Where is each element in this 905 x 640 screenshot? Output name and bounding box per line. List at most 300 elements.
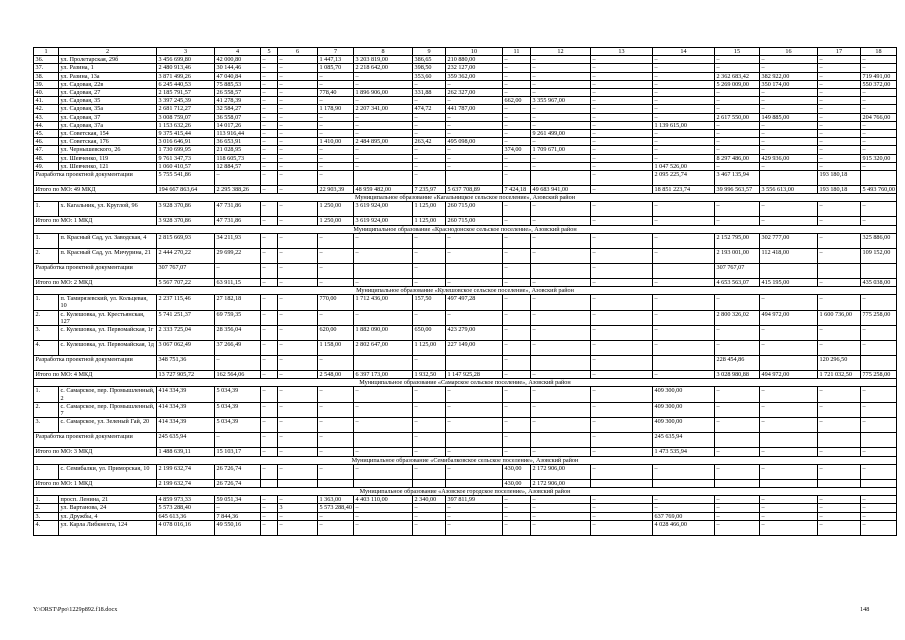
table-cell: – (446, 448, 503, 456)
table-cell: – (760, 105, 818, 113)
table-cell: – (715, 504, 760, 512)
table-cell: – (261, 326, 278, 341)
table-cell: – (318, 154, 354, 162)
table-cell: 1 896 906,00 (354, 89, 413, 97)
table-row (34, 154, 897, 162)
table-cell: 662,00 (503, 97, 531, 105)
table-row (34, 464, 897, 479)
table-cell: – (861, 496, 897, 504)
table-cell: 1 047 526,00 (653, 162, 715, 170)
table-cell: 37. (34, 64, 59, 72)
table-cell: 1 473 535,94 (653, 448, 715, 456)
table-cell: 5 567 707,22 (157, 278, 215, 286)
table-cell (354, 356, 413, 371)
table-cell: – (278, 496, 318, 504)
table-cell: – (278, 64, 318, 72)
table-cell: – (861, 56, 897, 64)
table-row (34, 56, 897, 64)
table-cell: 2 095 225,74 (653, 171, 715, 186)
table-cell: 4 653 563,07 (715, 278, 760, 286)
table-cell: 157,50 (413, 295, 446, 310)
table-cell: 41 278,39 (215, 97, 261, 105)
table-row (34, 248, 897, 263)
table-cell: – (261, 310, 278, 325)
table-cell: – (354, 146, 413, 154)
table-cell: 47 040,84 (215, 72, 261, 80)
table-cell: 2 480 913,46 (157, 64, 215, 72)
project-documentation-row (34, 263, 897, 278)
table-cell: 3 619 924,00 (354, 217, 413, 225)
table-cell: 2 362 683,42 (715, 72, 760, 80)
table-cell: 414 334,39 (157, 387, 215, 402)
table-cell: 325 886,00 (861, 233, 897, 248)
table-cell: – (861, 402, 897, 417)
table-cell: – (318, 233, 354, 248)
table-cell: 1 447,13 (318, 56, 354, 64)
table-cell (818, 479, 861, 487)
table-cell: – (503, 387, 531, 402)
table-row (34, 504, 897, 512)
table-cell: – (715, 89, 760, 97)
table-cell: 28 356,04 (215, 326, 261, 341)
table-cell: – (413, 130, 446, 138)
table-cell (861, 479, 897, 487)
table-cell (354, 433, 413, 448)
table-cell: – (261, 186, 278, 194)
column-number-cell: 17 (818, 48, 861, 56)
table-cell: – (318, 121, 354, 129)
table-cell (531, 433, 591, 448)
table-cell: – (653, 326, 715, 341)
table-cell: 2 172 906,00 (531, 479, 591, 487)
table-row (34, 72, 897, 80)
table-cell: 37 266,49 (215, 341, 261, 356)
table-cell: 47 731,86 (215, 202, 261, 217)
table-cell: – (591, 448, 653, 456)
table-cell: с. Кулешовка, ул. Крестьянская, 127 (59, 310, 157, 325)
table-cell: 4 859 973,33 (157, 496, 215, 504)
table-cell: 1. (34, 496, 59, 504)
subtotal-row (34, 186, 897, 194)
table-cell: – (446, 512, 503, 520)
table-cell: 7 844,36 (215, 512, 261, 520)
table-body (34, 48, 897, 536)
table-cell: Итого по МО: 49 МКД (34, 186, 157, 194)
table-cell: 112 418,00 (760, 248, 818, 263)
table-cell: – (261, 113, 278, 121)
table-cell: с. Самарское, пер. Промышленный, 7 (59, 402, 157, 417)
table-cell (354, 479, 413, 487)
table-cell: – (261, 418, 278, 433)
table-cell: – (591, 496, 653, 504)
municipality-title: Муниципальное образование «Азовское городское поселение», Азовский район (34, 487, 897, 495)
table-cell: 4. (34, 520, 59, 535)
table-row (34, 496, 897, 504)
table-cell: – (503, 504, 531, 512)
table-cell: – (531, 326, 591, 341)
table-cell (715, 433, 760, 448)
table-cell: – (503, 89, 531, 97)
table-cell: – (531, 504, 591, 512)
table-cell: – (503, 162, 531, 170)
table-cell: 495 098,00 (446, 138, 503, 146)
table-cell: – (503, 448, 531, 456)
table-cell: 474,72 (413, 105, 446, 113)
table-cell: 245 635,94 (653, 433, 715, 448)
budget-table-sheet (33, 47, 895, 536)
table-cell: – (531, 496, 591, 504)
table-cell: – (531, 295, 591, 310)
table-cell: – (503, 171, 531, 186)
table-cell: – (354, 418, 413, 433)
table-cell: – (653, 295, 715, 310)
table-cell: 302 777,00 (760, 233, 818, 248)
table-cell: – (531, 310, 591, 325)
table-cell: – (503, 130, 531, 138)
table-cell: 44. (34, 121, 59, 129)
table-cell: – (653, 202, 715, 217)
table-cell: – (591, 341, 653, 356)
table-cell: – (531, 113, 591, 121)
table-cell: 3 203 819,00 (354, 56, 413, 64)
table-cell: – (503, 520, 531, 535)
table-cell: 193 180,18 (818, 171, 861, 186)
table-cell: 5 034,39 (215, 402, 261, 417)
table-cell: – (818, 504, 861, 512)
table-cell: – (591, 138, 653, 146)
table-cell (446, 263, 503, 278)
table-cell: 263,42 (413, 138, 446, 146)
table-cell: – (653, 72, 715, 80)
table-cell: – (818, 80, 861, 88)
table-cell: 430,00 (503, 464, 531, 479)
table-cell: – (715, 105, 760, 113)
table-cell (653, 479, 715, 487)
table-cell: 42. (34, 105, 59, 113)
table-cell: 3 456 699,80 (157, 56, 215, 64)
column-number-cell: 8 (354, 48, 413, 56)
table-cell: – (818, 387, 861, 402)
table-cell: 26 558,57 (215, 89, 261, 97)
table-cell: 645 613,36 (157, 512, 215, 520)
table-cell: 2 444 270,22 (157, 248, 215, 263)
table-cell: 1 125,00 (413, 202, 446, 217)
table-cell: – (503, 72, 531, 80)
table-cell: – (413, 387, 446, 402)
table-cell: 49 683 941,00 (531, 186, 591, 194)
table-cell (446, 479, 503, 487)
table-cell: 3 928 370,86 (157, 202, 215, 217)
table-cell: – (413, 171, 446, 186)
table-cell: – (861, 295, 897, 310)
table-row (34, 402, 897, 417)
table-cell: – (354, 72, 413, 80)
table-cell: 3 028 980,88 (715, 371, 760, 379)
table-cell: – (861, 217, 897, 225)
table-cell: – (261, 130, 278, 138)
table-cell: 8 297 486,00 (715, 154, 760, 162)
table-cell: – (503, 248, 531, 263)
table-cell: – (503, 64, 531, 72)
table-cell: 3 619 924,00 (354, 202, 413, 217)
table-cell: 2 802 647,00 (354, 341, 413, 356)
table-cell: – (446, 278, 503, 286)
table-cell: – (446, 387, 503, 402)
table-cell: – (818, 89, 861, 97)
table-row (34, 105, 897, 113)
table-cell: 409 300,00 (653, 402, 715, 417)
table-cell: 3 016 646,91 (157, 138, 215, 146)
table-cell: – (278, 402, 318, 417)
table-cell: – (861, 448, 897, 456)
table-row (34, 130, 897, 138)
subtotal-row (34, 217, 897, 225)
table-cell: ул. Садовая, 35а (59, 105, 157, 113)
table-cell: 47. (34, 146, 59, 154)
table-cell: – (715, 146, 760, 154)
table-cell: – (278, 105, 318, 113)
table-cell: – (861, 97, 897, 105)
table-cell: ул. Карла Либкнехта, 124 (59, 520, 157, 535)
table-cell: – (591, 520, 653, 535)
table-cell: – (503, 496, 531, 504)
column-number-cell: 16 (760, 48, 818, 56)
table-cell: 4 403 110,00 (354, 496, 413, 504)
table-cell (446, 433, 503, 448)
table-cell: – (531, 387, 591, 402)
table-cell: – (818, 97, 861, 105)
table-cell: 6 397 173,00 (354, 371, 413, 379)
table-cell: – (861, 89, 897, 97)
table-cell: – (653, 130, 715, 138)
table-cell: – (861, 520, 897, 535)
table-cell: Итого по МО: 1 МКД (34, 479, 157, 487)
table-cell: 9 261 499,00 (531, 130, 591, 138)
table-cell: ул. Садовая, 37а (59, 121, 157, 129)
column-number-cell: 4 (215, 48, 261, 56)
table-cell: – (446, 520, 503, 535)
table-cell: – (531, 80, 591, 88)
table-cell: 2 185 791,57 (157, 89, 215, 97)
table-cell: – (531, 154, 591, 162)
table-cell: – (531, 202, 591, 217)
table-cell: 3 556 613,00 (760, 186, 818, 194)
table-cell: – (531, 121, 591, 129)
column-number-cell: 3 (157, 48, 215, 56)
table-cell: 494 972,00 (760, 310, 818, 325)
table-cell: 4 078 016,16 (157, 520, 215, 535)
table-cell: – (261, 341, 278, 356)
table-row (34, 326, 897, 341)
table-cell: – (413, 121, 446, 129)
table-cell: – (715, 326, 760, 341)
table-cell: – (760, 387, 818, 402)
table-cell: – (354, 154, 413, 162)
table-cell: – (261, 121, 278, 129)
table-cell: – (261, 248, 278, 263)
table-cell (818, 263, 861, 278)
table-cell: – (715, 387, 760, 402)
table-cell: – (261, 295, 278, 310)
municipality-section-row (34, 225, 897, 233)
table-cell: 42 000,80 (215, 56, 261, 64)
table-cell: 2 237 115,46 (157, 295, 215, 310)
table-cell: – (760, 121, 818, 129)
table-cell: – (503, 113, 531, 121)
column-number-cell: 9 (413, 48, 446, 56)
table-cell: – (278, 326, 318, 341)
table-cell: – (861, 146, 897, 154)
column-number-cell: 10 (446, 48, 503, 56)
table-cell: – (818, 202, 861, 217)
table-cell: – (261, 512, 278, 520)
table-cell: – (278, 80, 318, 88)
table-cell: – (861, 64, 897, 72)
table-cell: – (446, 418, 503, 433)
table-cell: – (531, 64, 591, 72)
table-cell: – (653, 80, 715, 88)
table-cell: 5 637 708,89 (446, 186, 503, 194)
table-cell: – (760, 464, 818, 479)
table-cell: – (531, 105, 591, 113)
table-cell: – (261, 433, 278, 448)
table-cell: 210 880,00 (446, 56, 503, 64)
table-cell: – (531, 233, 591, 248)
table-cell: 41. (34, 97, 59, 105)
table-cell: 13 727 905,72 (157, 371, 215, 379)
table-cell: 430,00 (503, 479, 531, 487)
table-cell: – (318, 72, 354, 80)
table-cell: – (278, 464, 318, 479)
table-cell: – (261, 278, 278, 286)
table-cell: ул. Шевченко, 119 (59, 154, 157, 162)
table-cell: ул. Советская, 176 (59, 138, 157, 146)
table-cell: – (591, 80, 653, 88)
table-cell: – (261, 233, 278, 248)
table-cell: – (861, 105, 897, 113)
table-cell: – (446, 121, 503, 129)
table-cell: – (591, 464, 653, 479)
table-cell: 415 195,00 (760, 278, 818, 286)
table-row (34, 80, 897, 88)
table-cell: 1 363,00 (318, 496, 354, 504)
table-cell: – (413, 418, 446, 433)
table-row (34, 113, 897, 121)
table-cell: – (318, 310, 354, 325)
project-documentation-row (34, 171, 897, 186)
table-cell: – (715, 64, 760, 72)
table-cell: – (818, 402, 861, 417)
table-cell: 6 245 440,53 (157, 80, 215, 88)
table-cell: – (861, 130, 897, 138)
table-cell: – (278, 520, 318, 535)
table-cell: – (818, 64, 861, 72)
table-cell: 441 787,00 (446, 105, 503, 113)
table-cell: 435 038,00 (861, 278, 897, 286)
table-cell (278, 479, 318, 487)
table-cell: – (278, 512, 318, 520)
table-cell: – (278, 263, 318, 278)
table-cell: 1 125,00 (413, 217, 446, 225)
table-cell: 550 372,00 (861, 80, 897, 88)
table-cell: – (531, 162, 591, 170)
table-cell: 36. (34, 56, 59, 64)
table-cell: 1 250,00 (318, 217, 354, 225)
table-cell: – (278, 89, 318, 97)
table-cell: – (503, 295, 531, 310)
table-cell: – (818, 162, 861, 170)
table-cell: 307 767,07 (715, 263, 760, 278)
table-cell: – (531, 278, 591, 286)
table-cell: – (278, 162, 318, 170)
table-cell: 45. (34, 130, 59, 138)
table-row (34, 233, 897, 248)
table-cell: 3. (34, 512, 59, 520)
table-cell: – (318, 80, 354, 88)
subtotal-row (34, 278, 897, 286)
table-cell: – (318, 113, 354, 121)
table-cell: – (861, 341, 897, 356)
table-cell: – (591, 162, 653, 170)
table-cell: 18 851 223,74 (653, 186, 715, 194)
table-cell: 1 882 090,00 (354, 326, 413, 341)
table-cell: Разработка проектной документации (34, 433, 157, 448)
table-cell: – (278, 72, 318, 80)
table-cell: – (278, 371, 318, 379)
table-cell (653, 263, 715, 278)
table-cell: – (715, 202, 760, 217)
table-cell: – (818, 448, 861, 456)
table-cell: 1 488 639,11 (157, 448, 215, 456)
table-cell: – (653, 97, 715, 105)
table-cell: ул. Садовая, 35 (59, 97, 157, 105)
table-cell: 1. (34, 202, 59, 217)
table-cell: 3 067 062,49 (157, 341, 215, 356)
table-cell: 5 573 288,40 (157, 504, 215, 512)
table-cell: – (354, 512, 413, 520)
table-cell: 494 972,00 (760, 371, 818, 379)
table-cell: 30 144,46 (215, 64, 261, 72)
table-cell: – (446, 233, 503, 248)
table-cell: Итого по МО: 1 МКД (34, 217, 157, 225)
table-cell: – (446, 146, 503, 154)
table-cell: 2 681 712,27 (157, 105, 215, 113)
table-cell: – (591, 263, 653, 278)
table-cell: – (818, 418, 861, 433)
table-cell: – (818, 121, 861, 129)
table-cell: – (503, 263, 531, 278)
table-cell (354, 263, 413, 278)
table-cell: 27 182,18 (215, 295, 261, 310)
table-cell: 9 761 347,73 (157, 154, 215, 162)
table-cell: 775 258,00 (861, 310, 897, 325)
table-cell: – (446, 464, 503, 479)
table-cell: – (818, 72, 861, 80)
table-cell: с. Кулешовка, ул. Первомайская, 1г (59, 326, 157, 341)
table-cell: – (261, 171, 278, 186)
table-cell: – (715, 162, 760, 170)
table-cell: – (653, 105, 715, 113)
table-cell: – (318, 387, 354, 402)
table-cell: – (261, 162, 278, 170)
table-cell: 204 766,00 (861, 113, 897, 121)
table-cell (861, 171, 897, 186)
table-cell: – (591, 154, 653, 162)
table-cell: 2. (34, 310, 59, 325)
table-cell: 3. (34, 326, 59, 341)
table-cell: – (278, 138, 318, 146)
table-cell: – (278, 130, 318, 138)
